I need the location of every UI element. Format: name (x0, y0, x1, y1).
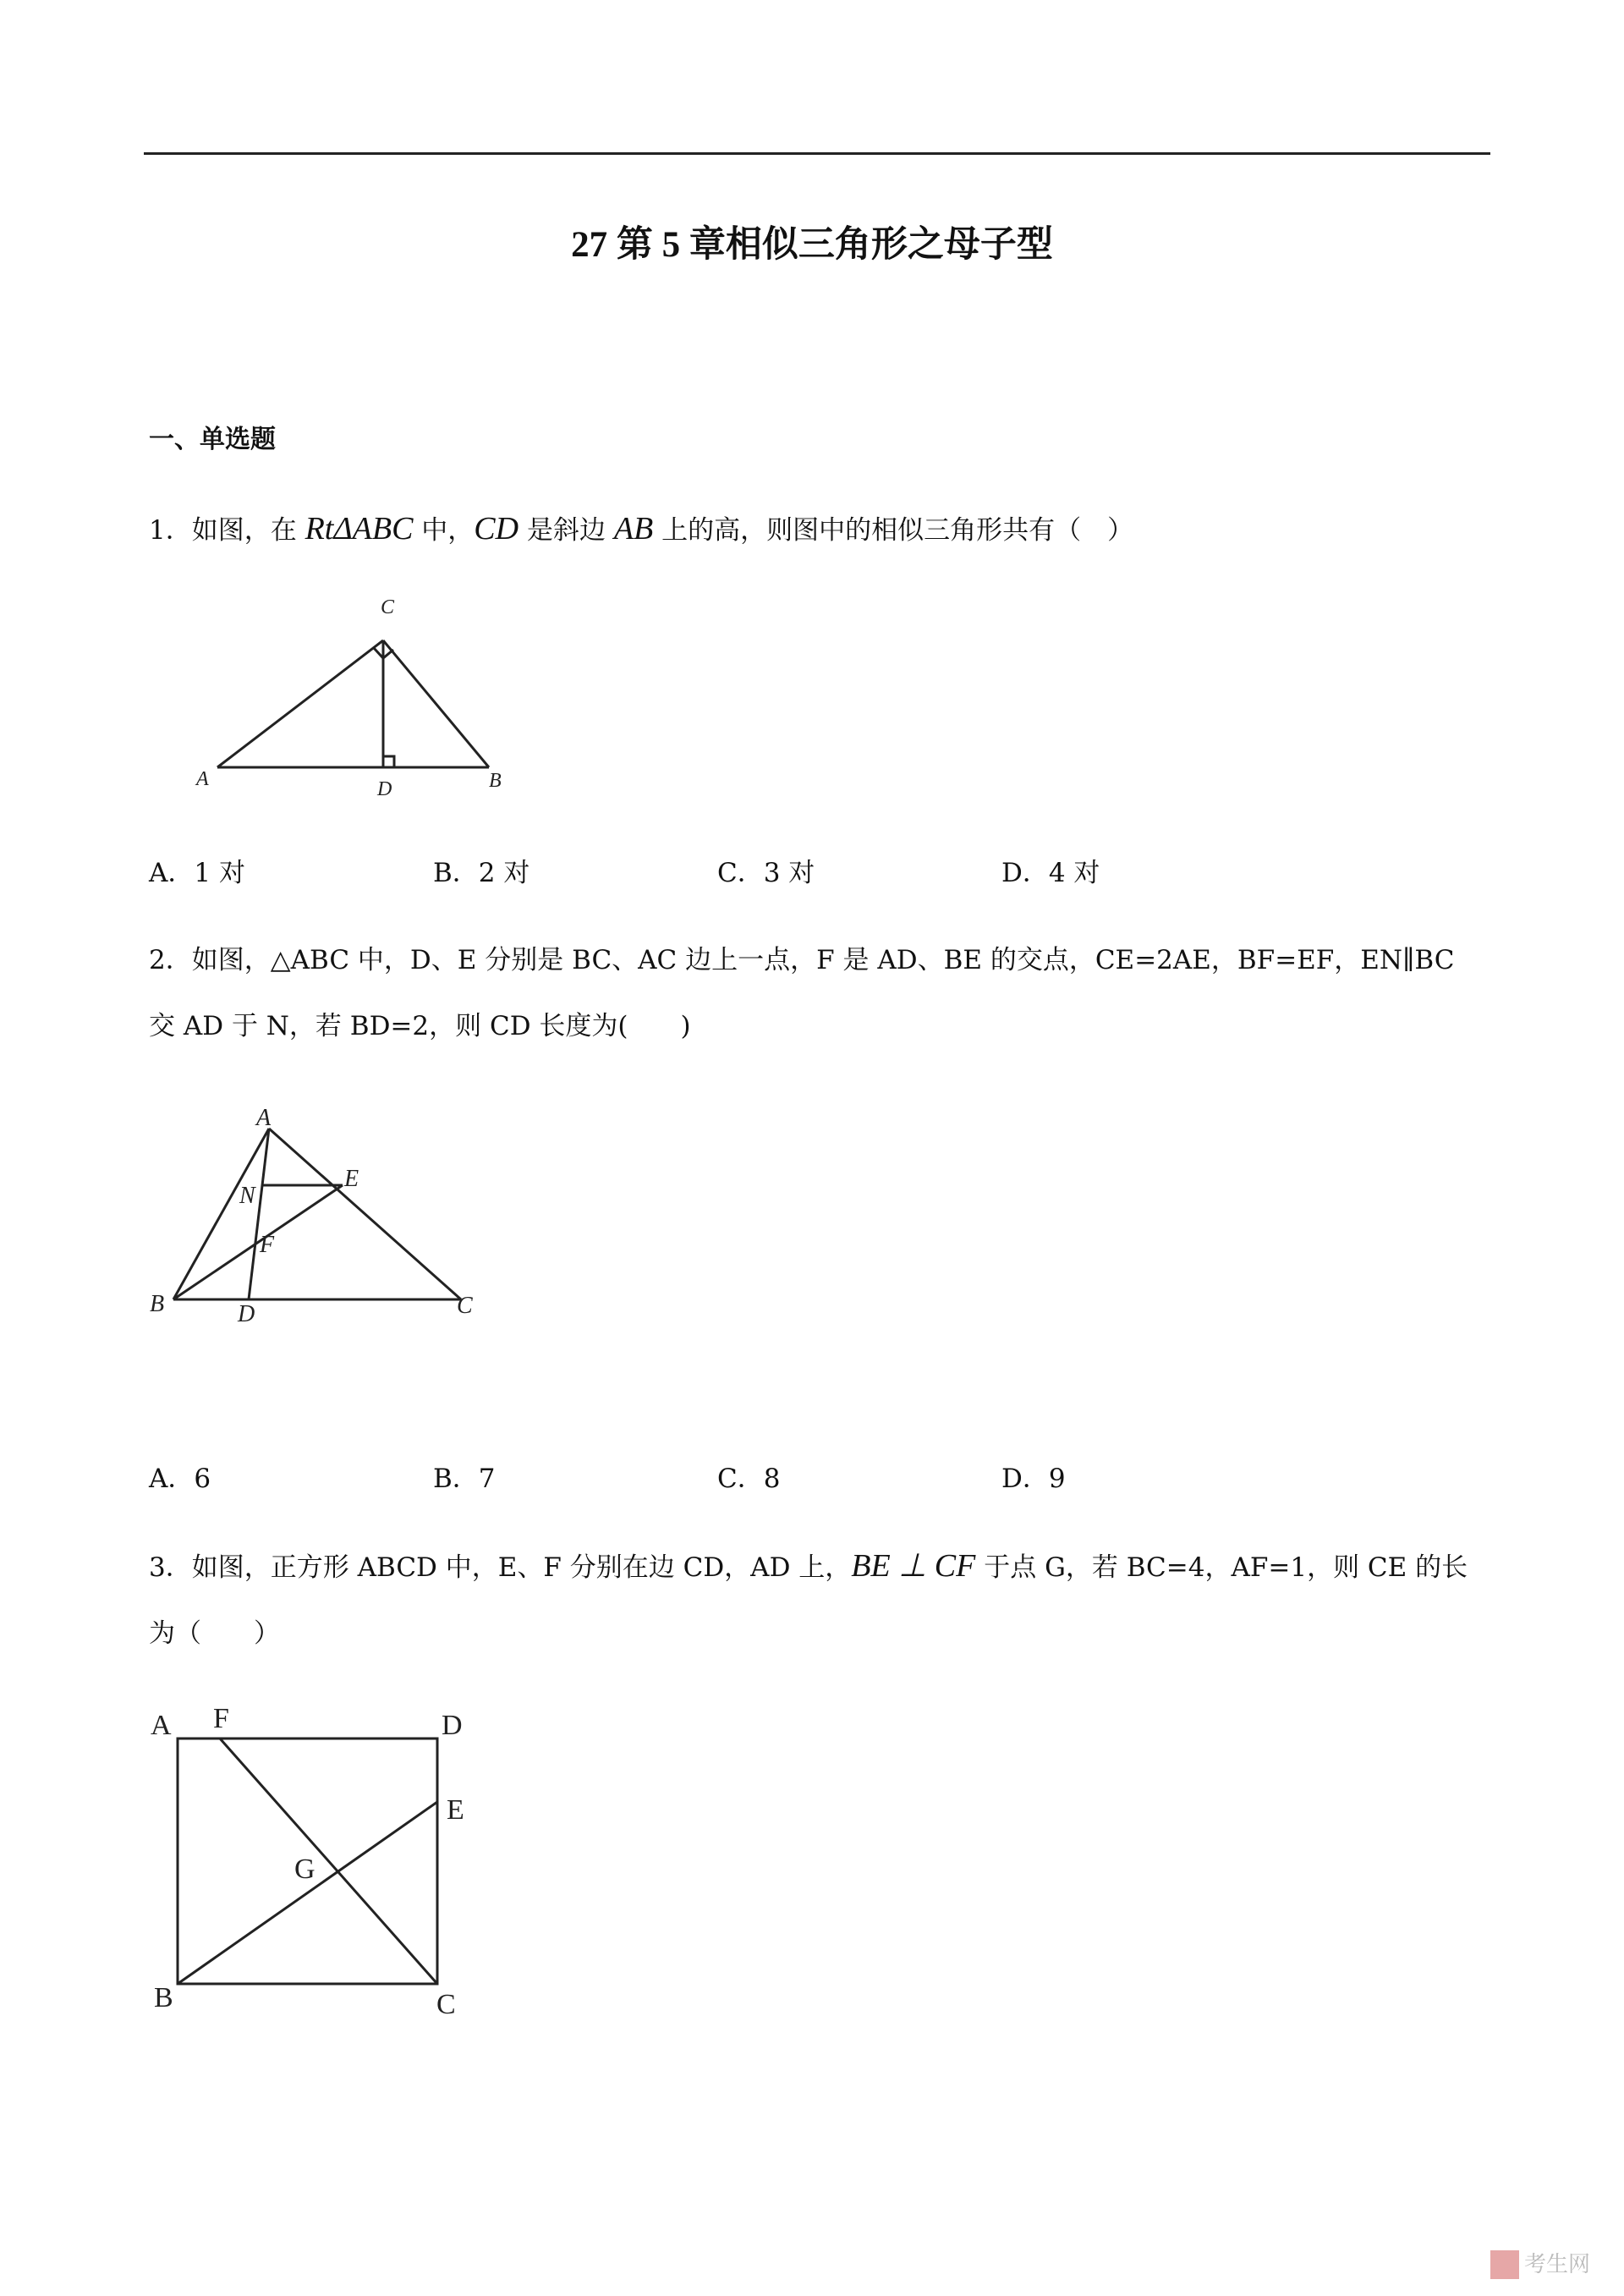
q2-option-d[interactable]: D．9 (1001, 1464, 1066, 1494)
q3-segment-be (178, 1802, 437, 1984)
q2-label-c: C (457, 1293, 473, 1319)
question-1-figure (186, 584, 524, 804)
q2-option-a[interactable]: A．6 (149, 1464, 211, 1494)
q3-label-e: E (447, 1794, 464, 1826)
q2-label-d: D (238, 1301, 255, 1327)
q1-side-cb (383, 640, 489, 767)
q3-label-b: B (154, 1982, 173, 2013)
question-2-figure (140, 1108, 495, 1328)
question-1-text: 1．如图，在 RtΔABC 中，CD 是斜边 AB 上的高，则图中的相似三角形共有（ ） (149, 511, 1134, 547)
q2-segment-be (173, 1185, 343, 1299)
q1-right-angle-d (383, 756, 394, 767)
question-2-text: 2．如图，△ABC 中，D、E 分别是 BC、AC 边上一点，F 是 AD、BE 的交点，CE=2AE，BF=EF，EN∥BC 交 AD 于 N，若 BD=2，则 CD 长度为( ) (149, 945, 1455, 1041)
document-title: 27 第 5 章相似三角形之母子型 (571, 225, 1053, 265)
question-3-text: 3．如图，正方形 ABCD 中，E、F 分别在边 CD，AD 上，BE ⊥ CF 于点 G，若 BC=4，AF=1，则 CE 的长 为（ ） (149, 1548, 1468, 1649)
q2-label-b: B (150, 1291, 165, 1317)
q1-label-a: A (196, 768, 209, 790)
q1-side-ac (217, 640, 383, 767)
header-rule (144, 152, 1490, 155)
q1-label-d: D (377, 778, 392, 800)
q2-side-ab (173, 1129, 269, 1299)
q2-option-b[interactable]: B．7 (433, 1464, 496, 1494)
q3-label-f: F (213, 1703, 229, 1734)
watermark: 考生网 (1490, 2247, 1590, 2280)
q1-option-c[interactable]: C．3 对 (717, 858, 815, 888)
q3-label-a: A (151, 1710, 172, 1741)
q1-label-c: C (381, 596, 395, 618)
q1-option-b[interactable]: B．2 对 (433, 858, 530, 888)
q1-option-d[interactable]: D．4 对 (1001, 858, 1100, 888)
q3-segment-cf (220, 1738, 437, 1984)
q1-label-b: B (489, 770, 502, 792)
q3-label-d: D (442, 1710, 463, 1741)
watermark-logo-icon (1490, 2250, 1519, 2279)
q2-label-n: N (239, 1183, 255, 1209)
question-3-figure (135, 1692, 508, 2047)
q2-option-c[interactable]: C．8 (717, 1464, 781, 1494)
q2-label-e: E (344, 1166, 359, 1192)
q3-label-c: C (436, 1989, 456, 2020)
q2-label-f: F (260, 1232, 275, 1258)
section-heading: 一、单选题 (149, 425, 276, 454)
q2-label-a: A (256, 1108, 272, 1131)
q1-option-a[interactable]: A．1 对 (149, 858, 245, 888)
q3-label-g: G (294, 1854, 315, 1885)
q2-segment-ad (249, 1129, 269, 1299)
